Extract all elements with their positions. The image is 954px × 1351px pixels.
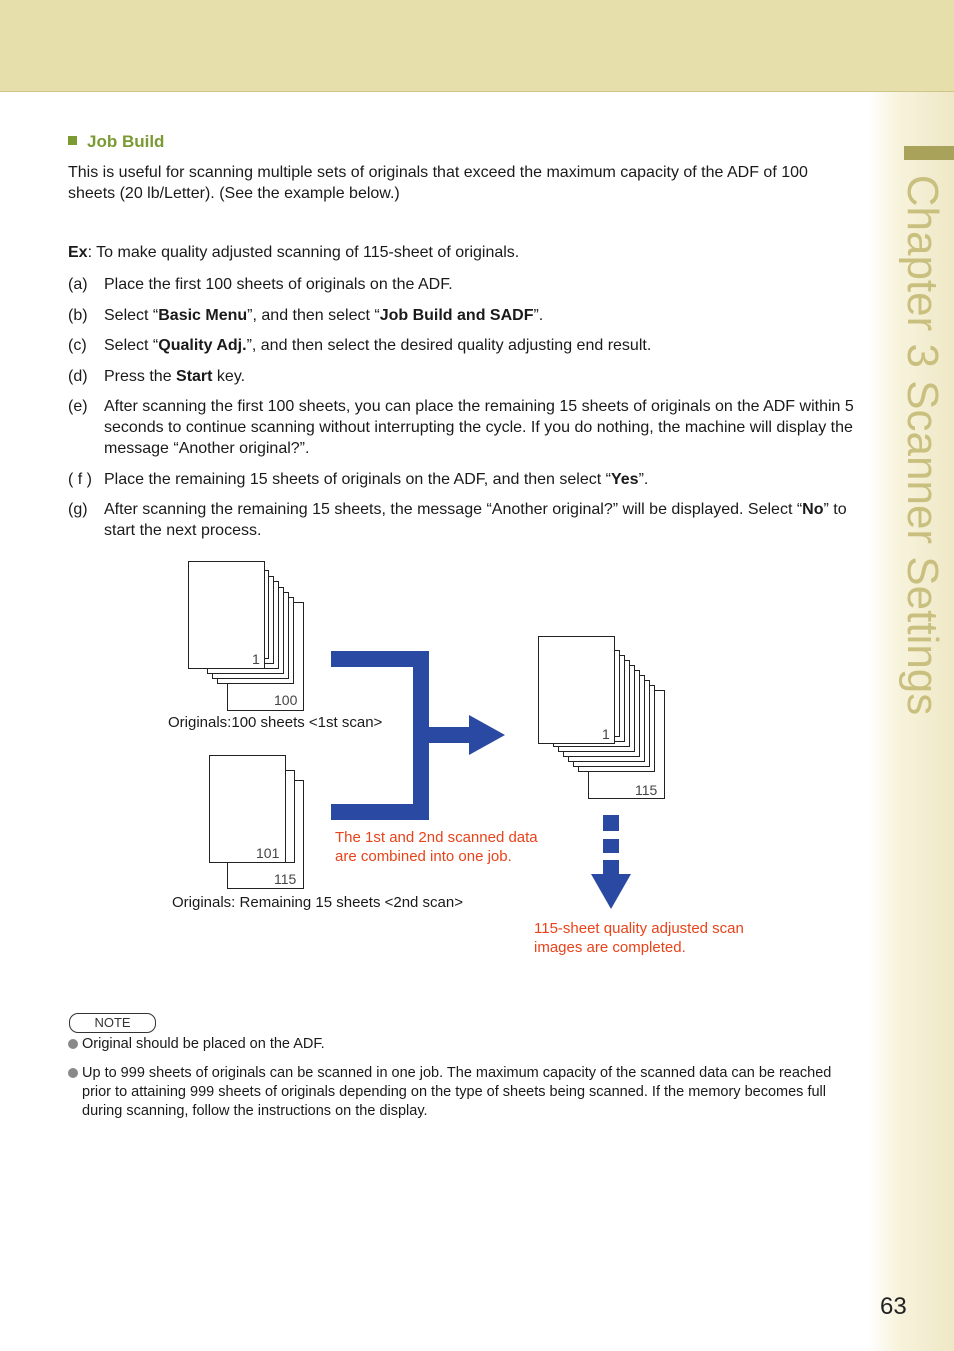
step-label: ( f )	[68, 471, 92, 488]
step-text: Place the first 100 sheets of originals on the ADF.	[104, 276, 453, 293]
step-text: After scanning the remaining 15 sheets, the message “Another original?” will be displayed. Select “No” to start the next process.	[104, 501, 847, 539]
page-number-label: 101	[256, 845, 280, 861]
page-number-label: 115	[635, 782, 658, 798]
note-item: Up to 999 sheets of originals can be scanned in one job. The maximum capacity of the scanned data can be reached prior to attaining 999 sheets of originals depending on the type of sheets being scanned. If the memory becomes full during scanning, follow the instructions on the display.	[68, 1064, 862, 1121]
dash-3	[603, 860, 619, 874]
bullet-icon	[68, 1039, 78, 1049]
note-item: Original should be placed on the ADF.	[68, 1035, 862, 1054]
page-number-label: 115	[274, 871, 297, 887]
example-prefix: Ex	[68, 244, 88, 261]
stack-2-caption: Originals: Remaining 15 sheets <2nd scan>	[172, 894, 464, 911]
page-number: 63	[880, 1293, 907, 1320]
section-title: Job Build	[87, 132, 165, 151]
page-number-label: 1	[602, 726, 610, 742]
step-label: (a)	[68, 276, 88, 293]
merge-arrow-shaft	[429, 727, 471, 743]
step-label: (e)	[68, 398, 88, 415]
step-text: After scanning the first 100 sheets, you can place the remaining 15 sheets of originals on the ADF within 5 seconds to continue scanning without interrupting the cycle. If you do nothing, the machine will display the message “Another original?”.	[104, 398, 854, 457]
step-text: Press the Start key.	[104, 368, 246, 385]
merge-arrow-head	[469, 715, 505, 755]
chapter-title: Chapter 3 Scanner Settings	[898, 174, 947, 716]
down-arrow-head	[591, 874, 631, 909]
step-text: Select “Quality Adj.”, and then select the desired quality adjusting end result.	[104, 337, 652, 354]
combine-note: The 1st and 2nd scanned data are combined into one job.	[335, 829, 538, 865]
dash-2	[603, 839, 619, 853]
example-text: : To make quality adjusted scanning of 115-sheet of originals.	[87, 244, 520, 261]
stack-1-caption: Originals:100 sheets <1st scan>	[168, 714, 383, 731]
dash-1	[603, 815, 619, 831]
bracket-vertical-bar	[413, 651, 429, 820]
step-text: Place the remaining 15 sheets of originals on the ADF, and then select “Yes”.	[104, 471, 649, 488]
complete-note: 115-sheet quality adjusted scan images are completed.	[534, 920, 744, 956]
page-number-label: 100	[274, 692, 298, 708]
step-label: (g)	[68, 501, 88, 518]
step-label: (c)	[68, 337, 87, 354]
step-text: Select “Basic Menu”, and then select “Job Build and SADF”.	[104, 307, 544, 324]
step-label: (b)	[68, 307, 88, 324]
bullet-icon	[68, 1068, 78, 1078]
step-label: (d)	[68, 368, 88, 385]
intro-paragraph: This is useful for scanning multiple sets of originals that exceed the maximum capacity of the ADF of 100 sheets (20 lb/Letter). (See the example below.)	[68, 164, 808, 202]
note-badge: NOTE	[69, 1013, 156, 1033]
page-number-label: 1	[252, 651, 260, 667]
